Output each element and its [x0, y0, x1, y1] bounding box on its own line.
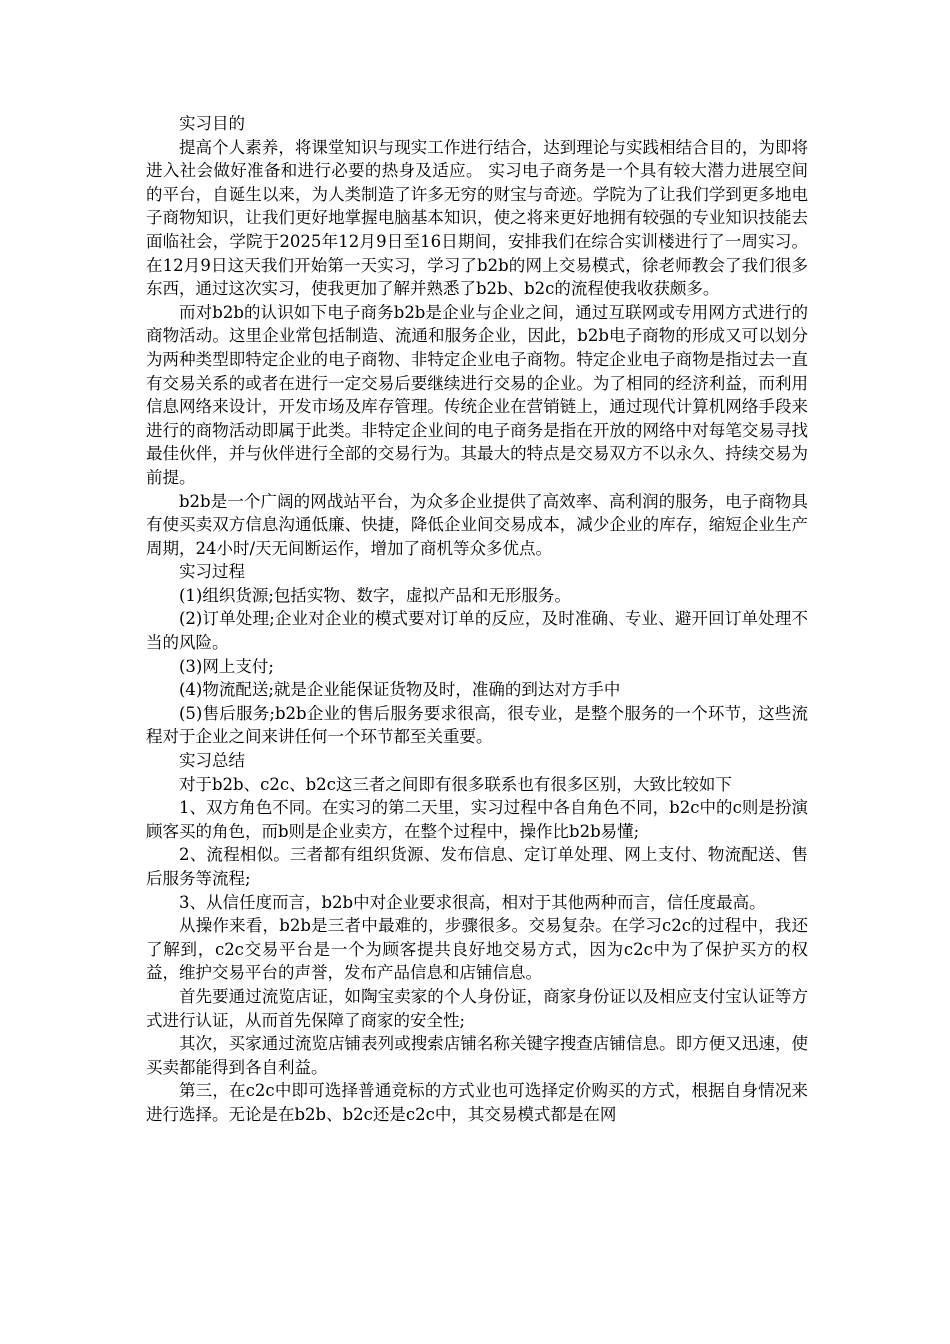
paragraph: b2b是一个广阔的网战站平台，为众多企业提供了高效率、高利润的服务，电子商物具有使买卖双方信息沟通低廉、快捷，降低企业间交易成本，减少企业的库存，缩短企业生产周期，24小时/天无间断运作，增加了商机等众多优点。 [146, 491, 808, 558]
list-item: (4)物流配送;就是企业能保证货物及时，准确的到达对方手中 [179, 680, 621, 700]
paragraph: 从操作来看，b2b是三者中最难的，步骤很多。交易复杂。在学习c2c的过程中，我还了解到，c2c交易平台是一个为顾客提共良好地交易方式，因为c2c中为了保护买方的权益，维护交易平台的声誉，发布产品信息和店铺信息。 [146, 916, 808, 983]
paragraph: 3、从信任度而言，b2b中对企业要求很高，相对于其他两种而言，信任度最高。 [179, 892, 766, 912]
section-heading-process: 实习过程 [179, 562, 245, 582]
document-page [146, 112, 808, 1127]
paragraph: 2、流程相似。三者都有组织货源、发布信息、定订单处理、网上支付、物流配送、售后服务等流程; [146, 845, 808, 888]
list-item: (1)组织货源;包括实物、数字，虚拟产品和无形服务。 [179, 585, 571, 605]
paragraph: 而对b2b的认识如下电子商务b2b是企业与企业之间，通过互联网或专用网方式进行的商物活动。这里企业常包括制造、流通和服务企业，因此，b2b电子商物的形成又可以划分为两种类型即特定企业的电子商物、非特定企业电子商物。特定企业电子商物是指过去一直有交易关系的或者在进行一定交易后要继续进行交易的企业。为了相同的经济利益，而利用信息网络来设计，开发市场及库存管理。传统企业在营销链上，通过现代计算机网络手段来进行的商物活动即属于此类。非特定企业间的电子商务是指在开放的网络中对每笔交易寻找最佳伙伴，并与伙伴进行全部的交易行为。其最大的特点是交易双方不以永久、持续交易为前提。 [146, 302, 808, 487]
paragraph: 其次，买家通过流览店铺表列或搜索店铺名称关键字搜查店铺信息。即方便又迅速，使买卖都能得到各自利益。 [146, 1034, 808, 1077]
paragraph: 首先要通过流览店证，如陶宝卖家的个人身份证，商家身份证以及相应支付宝认证等方式进行认证，从而首先保障了商家的安全性; [146, 986, 808, 1030]
section-heading-summary: 实习总结 [179, 751, 245, 771]
paragraph: 对于b2b、c2c、b2c这三者之间即有很多联系也有很多区别，大致比较如下 [179, 774, 732, 794]
paragraph: 第三，在c2c中即可选择普通竞标的方式业也可选择定价购买的方式，根据自身情况来进行选择。无论是在b2b、b2c还是c2c中，其交易模式都是在网 [146, 1081, 808, 1124]
list-item: (5)售后服务;b2b企业的售后服务要求很高，很专业，是整个服务的一个环节，这些流程对于企业之间来讲任何一个环节都至关重要。 [146, 703, 808, 747]
section-heading-purpose: 实习目的 [179, 114, 245, 133]
paragraph: 提高个人素养，将课堂知识与现实工作进行结合，达到理论与实践相结合目的，为即将进入社会做好准备和进行必要的热身及适应。 实习电子商务是一个具有较大潜力进展空间的平台，自诞生以来，为人类制造了许多无穷的财宝与奇迹。学院为了让我们学到更多地电子商物知识，让我们更好地掌握电脑基本知识，使之将来更好地拥有较强的专业知识技能去面临社会，学院于2025年12月9日至16日期间，安排我们在综合实训楼进行了一周实习。在12月9日这天我们开始第一天实习，学习了b2b的网上交易模式，徐老师教会了我们很多东西，通过这次实习，使我更加了解并熟悉了b2b、b2c的流程使我收获颇多。 [146, 137, 808, 299]
paragraph: 1、双方角色不同。在实习的第二天里，实习过程中各自角色不同，b2c中的c则是扮演顾客买的角色，而b则是企业卖方，在整个过程中，操作比b2b易懂; [146, 798, 808, 841]
list-item: (2)订单处理;企业对企业的模式要对订单的反应，及时准确、专业、避开回订单处理不当的风险。 [146, 609, 808, 653]
list-item: (3)网上支付; [179, 656, 274, 676]
